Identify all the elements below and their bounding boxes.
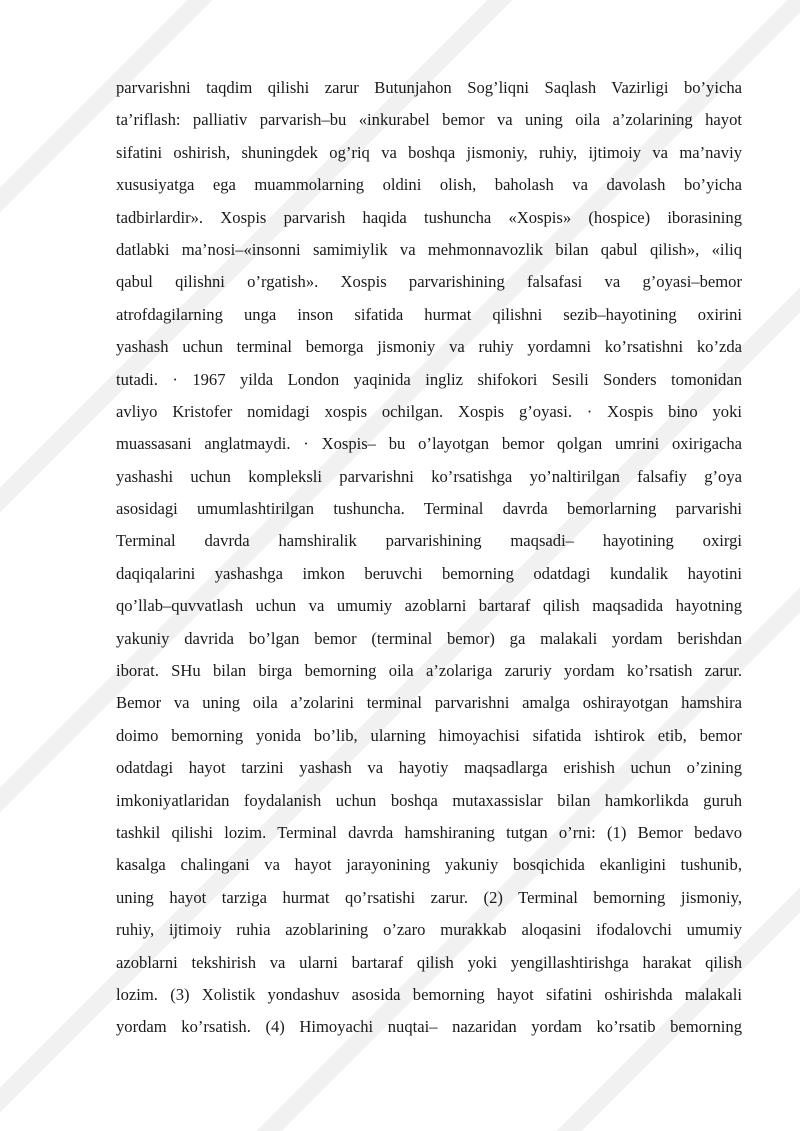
text-line: odatdagi hayot tarzini yashash va hayotiy maqsadlarga erishish uchun o’zining xyxy=(116,758,742,778)
text-line: yashashi uchun kompleksli parvarishni ko’rsatishga yo’naltirilgan falsafiy g’oya xyxy=(116,466,742,486)
text-line: qo’llab–quvvatlash uchun va umumiy azoblarni bartaraf qilish maqsadida hayotning xyxy=(116,596,742,616)
text-line: ta’riflash: palliativ parvarish–bu «inkurabel bemor va uning oila a’zolarining hayot xyxy=(116,110,742,130)
body-text xyxy=(116,72,742,1044)
text-line: parvarishni taqdim qilishi zarur Butunjahon Sog’liqni Saqlash Vazirligi bo’yicha xyxy=(116,78,742,97)
text-line: tutadi. · 1967 yilda London yaqinida ingliz shifokori Sesili Sonders tomonidan xyxy=(116,369,742,389)
text-line: imkoniyatlaridan foydalanish uchun boshqa mutaxassislar bilan hamkorlikda guruh xyxy=(116,790,742,810)
text-line: iborat. SHu bilan birga bemorning oila a’zolariga zaruriy yordam ko’rsatish zarur. xyxy=(116,661,742,681)
text-line: yakuniy davrida bo’lgan bemor (terminal bemor) ga malakali yordam berishdan xyxy=(116,628,742,648)
text-line: azoblarni tekshirish va ularni bartaraf qilish yoki yengillashtirishga harakat qilish xyxy=(116,952,742,972)
text-line: yashash uchun terminal bemorga jismoniy va ruhiy yordamni ko’rsatishni ko’zda xyxy=(116,337,742,357)
text-line: uning hayot tarziga hurmat qo’rsatishi zarur. (2) Terminal bemorning jismoniy, xyxy=(116,887,742,907)
text-line: doimo bemorning yonida bo’lib, ularning himoyachisi sifatida ishtirok etib, bemor xyxy=(116,725,742,745)
text-line: sifatini oshirish, shuningdek og’riq va boshqa jismoniy, ruhiy, ijtimoiy va ma’naviy xyxy=(116,142,742,162)
text-line: asosidagi umumlashtirilgan tushuncha. Terminal davrda bemorlarning parvarishi xyxy=(116,499,742,519)
text-line: lozim. (3) Xolistik yondashuv asosida bemorning hayot sifatini oshirishda malakali xyxy=(116,984,742,1004)
text-line: qabul qilishni o’rgatish». Xospis parvarishining falsafasi va g’oyasi–bemor xyxy=(116,272,742,292)
text-line: kasalga chalingani va hayot jarayonining yakuniy bosqichida ekanligini tushunib, xyxy=(116,855,742,875)
text-line: ruhiy, ijtimoiy ruhia azoblarining o’zaro murakkab aloqasini ifodalovchi umumiy xyxy=(116,920,742,940)
text-line: muassasani anglatmaydi. · Xospis– bu o’layotgan bemor qolgan umrini oxirigacha xyxy=(116,434,742,454)
text-line: xususiyatga ega muammolarning oldini olish, baholash va davolash bo’yicha xyxy=(116,175,742,195)
text-line: yordam ko’rsatish. (4) Himoyachi nuqtai– nazaridan yordam ko’rsatib bemorning xyxy=(116,1017,742,1037)
text-line: Bemor va uning oila a’zolarini terminal parvarishni amalga oshirayotgan hamshira xyxy=(116,693,742,713)
text-line: datlabki ma’nosi–«insonni samimiylik va mehmonnavozlik bilan qabul qilish», «iliq xyxy=(116,239,742,259)
text-line: atrofdagilarning unga inson sifatida hurmat qilishni sezib–hayotining oxirini xyxy=(116,304,742,324)
text-line: daqiqalarini yashashga imkon beruvchi bemorning odatdagi kundalik hayotini xyxy=(116,563,742,583)
text-line: avliyo Kristofer nomidagi xospis ochilgan. Xospis g’oyasi. · Xospis bino yoki xyxy=(116,401,742,421)
text-line: Terminal davrda hamshiralik parvarishining maqsadi– hayotining oxirgi xyxy=(116,531,742,551)
text-line: tashkil qilishi lozim. Terminal davrda hamshiraning tutgan o’rni: (1) Bemor bedavo xyxy=(116,822,742,842)
text-line: tadbirlardir». Xospis parvarish haqida tushuncha «Xospis» (hospice) iborasining xyxy=(116,207,742,227)
